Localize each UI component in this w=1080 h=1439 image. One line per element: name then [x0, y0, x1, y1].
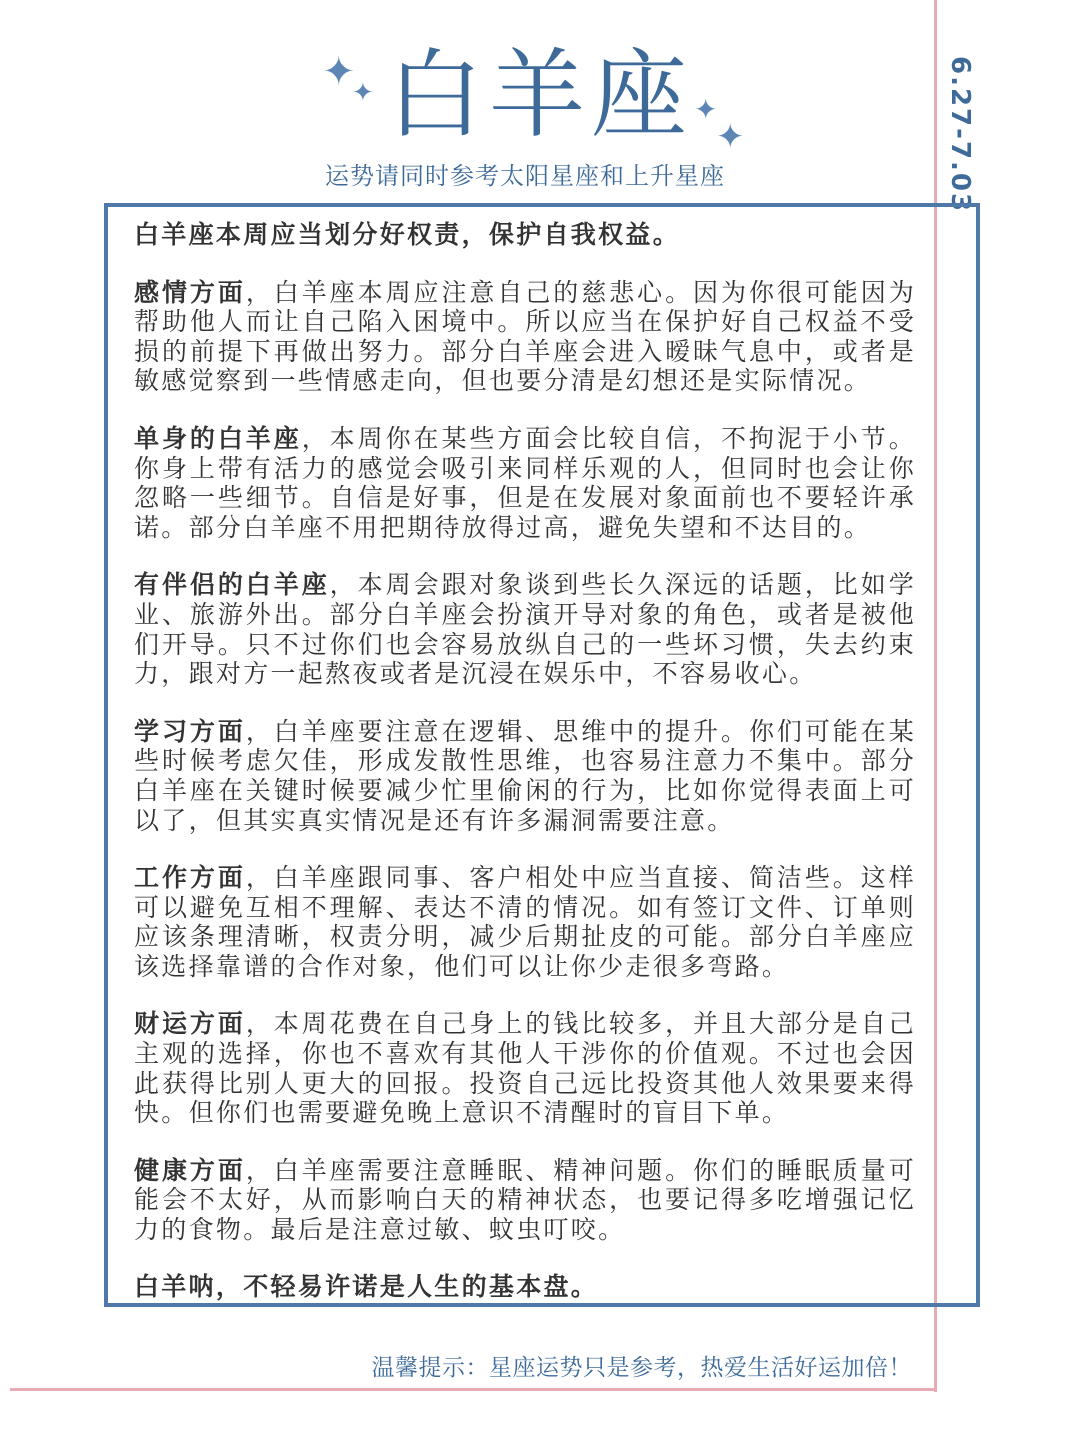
- section-text: ，本周花费在自己身上的钱比较多，并且大部分是自己主观的选择，你也不喜欢有其他人干涉你的价值观。不过也会因此获得比别人更大的回报。投资自己远比投资其他人效果要来得快。但你们也需要避免晚上意识不清醒时的盲目下单。: [134, 1009, 917, 1128]
- section-heading: 单身的白羊座: [134, 423, 302, 453]
- section-love: [134, 278, 916, 396]
- section-text: ，白羊座本周应注意自己的慈悲心。因为你很可能因为帮助他人而让自己陷入困境中。所以应当在保护好自己权益不受损的前提下再做出努力。部分白羊座会进入暧昧气息中，或者是敏感觉察到一些情感走向，但也要分清是幻想还是实际情况。: [134, 277, 917, 396]
- section-partnered: [134, 570, 916, 688]
- sparkle-icon: ✦: [694, 93, 718, 126]
- footer-tip: 温馨提示：星座运势只是参考，热爱生活好运加倍！: [371, 1355, 912, 1381]
- sparkle-icon: ✦: [352, 78, 374, 108]
- sparkle-icon: ✦: [322, 49, 356, 95]
- horoscope-content: [134, 220, 916, 1301]
- section-heading: 工作方面: [134, 863, 246, 893]
- section-heading: 财运方面: [134, 1009, 246, 1039]
- section-finance: [134, 1009, 916, 1127]
- section-heading: 感情方面: [134, 277, 246, 307]
- closing-line: 白羊呐，不轻易许诺是人生的基本盘。: [134, 1271, 599, 1301]
- section-text: ，本周会跟对象谈到些长久深远的话题，比如学业、旅游外出。部分白羊座会扮演开导对象的角色，或者是被他们开导。只不过你们也会容易放纵自己的一些坏习惯，失去约束力，跟对方一起熬夜或者是沉浸在娱乐中，不容易收心。: [134, 570, 916, 689]
- section-health: [134, 1156, 916, 1245]
- sparkle-icon: ✦: [716, 117, 745, 157]
- section-work: [134, 863, 916, 981]
- section-study: [134, 717, 916, 835]
- page-subtitle: 运势请同时参考太阳星座和上升星座: [325, 162, 725, 190]
- frame-line-horizontal: [10, 1388, 937, 1391]
- section-text: ，本周你在某些方面会比较自信，不拘泥于小节。你身上带有活力的感觉会吸引来同样乐观的人，但同时也会让你忽略一些细节。自信是好事，但是在发展对象面前也不要轻许承诺。部分白羊座不用把期待放得过高，避免失望和不达目的。: [134, 423, 916, 542]
- intro-line: 白羊座本周应当划分好权责，保护自我权益。: [134, 220, 681, 249]
- section-heading: 健康方面: [134, 1155, 246, 1185]
- page-title: 白羊座: [387, 39, 693, 151]
- section-text: ，白羊座需要注意睡眠、精神问题。你们的睡眠质量可能会不太好，从而影响白天的精神状态，也要记得多吃增强记忆力的食物。最后是注意过敏、蚊虫叮咬。: [134, 1155, 917, 1245]
- section-heading: 学习方面: [134, 716, 246, 746]
- date-range: 6.27-7.03: [945, 56, 975, 214]
- section-text: ，白羊座要注意在逻辑、思维中的提升。你们可能在某些时候考虑欠佳，形成发散性思维，也容易注意力不集中。部分白羊座在关键时候要减少忙里偷闲的行为，比如你觉得表面上可以了，但其实真实情况是还有许多漏洞需要注意。: [134, 716, 917, 835]
- section-single: [134, 424, 916, 542]
- section-heading: 有伴侣的白羊座: [134, 570, 330, 600]
- section-text: ，白羊座跟同事、客户相处中应当直接、简洁些。这样可以避免互相不理解、表达不清的情况。如有签订文件、订单则应该条理清晰，权责分明，减少后期扯皮的可能。部分白羊座应该选择靠谱的合作对象，他们可以让你少走很多弯路。: [134, 863, 917, 981]
